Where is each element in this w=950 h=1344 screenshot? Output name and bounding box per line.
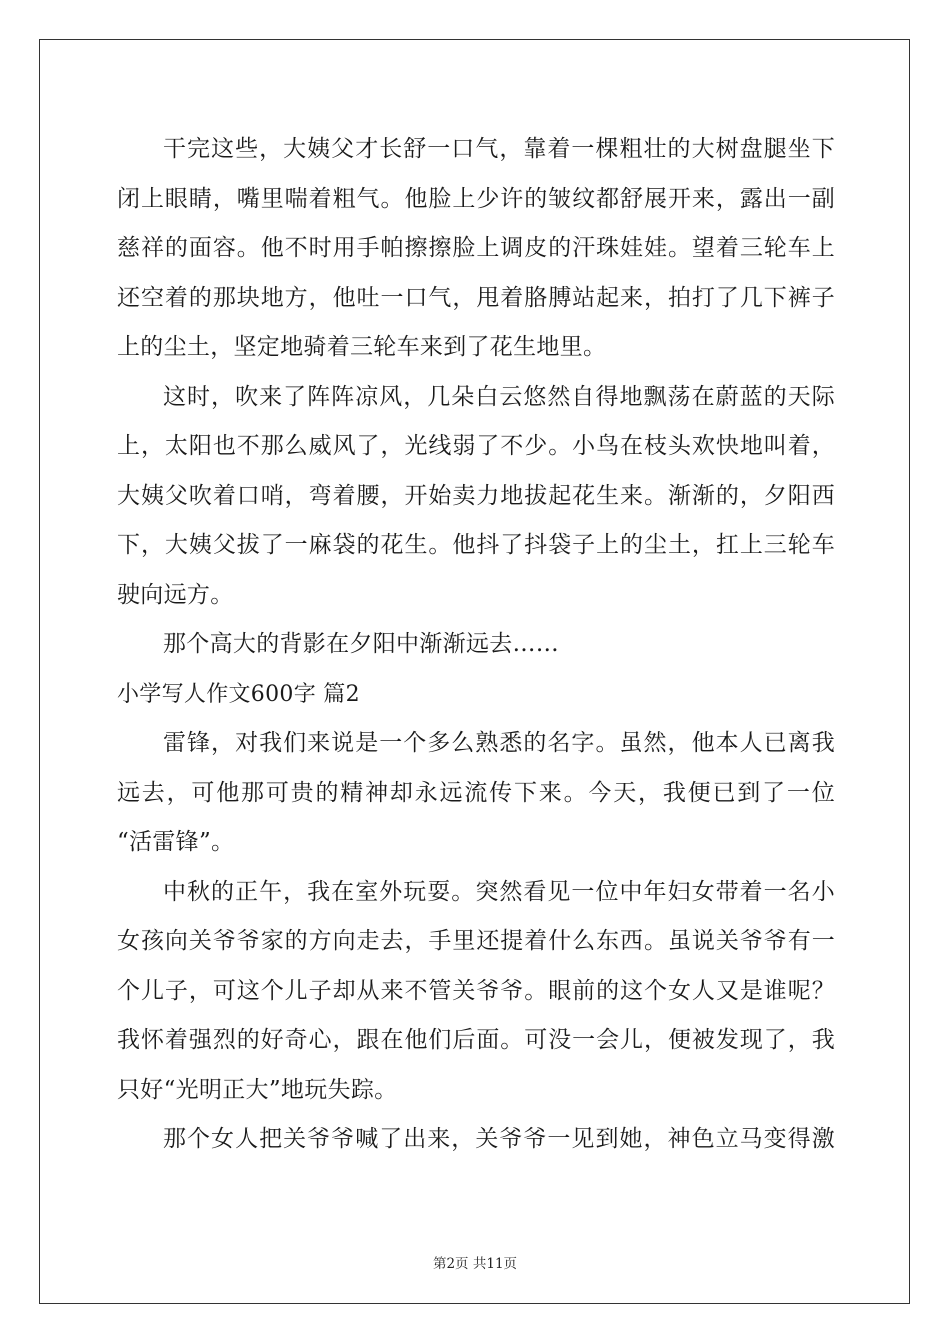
text-line: 个儿子，可这个儿子却从来不管关爷爷。眼前的这个女人又是谁呢？ — [117, 977, 835, 1004]
text-line: 远去，可他那可贵的精神却永远流传下来。今天，我便已到了一位 — [117, 779, 835, 806]
text-line: 女孩向关爷爷家的方向走去，手里还提着什么东西。虽说关爷爷有一 — [117, 928, 835, 954]
page-number-footer: 第2页 共11页 — [432, 1256, 518, 1272]
text-line: 那个女人把关爷爷喊了出来，关爷爷一见到她，神色立马变得激 — [163, 1126, 835, 1152]
text-line: 还空着的那块地方，他吐一口气，甩着胳膊站起来，拍打了几下裤子 — [117, 284, 835, 311]
text-line: 驶向远方。 — [117, 581, 234, 608]
text-line: 这时，吹来了阵阵凉风，几朵白云悠然自得地飘荡在蔚蓝的天际 — [163, 383, 835, 410]
document-body — [117, 125, 835, 1165]
text-line: 中秋的正午，我在室外玩耍。突然看见一位中年妇女带着一名小 — [163, 878, 835, 905]
section-heading: 小学写人作文600字 篇2 — [117, 681, 360, 707]
text-line: 干完这些，大姨父才长舒一口气，靠着一棵粗壮的大树盘腿坐下 — [163, 136, 835, 162]
text-line: 慈祥的面容。他不时用手帕擦擦脸上调皮的汗珠娃娃。望着三轮车上 — [117, 235, 835, 261]
text-line: 上的尘土，坚定地骑着三轮车来到了花生地里。 — [117, 334, 607, 360]
text-line: 只好“光明正大”地玩失踪。 — [117, 1076, 398, 1103]
text-line: 闭上眼睛，嘴里喘着粗气。他脸上少许的皱纹都舒展开来，露出一副 — [117, 185, 835, 212]
text-line: 上，太阳也不那么威风了，光线弱了不少。小鸟在枝头欢快地叫着， — [117, 433, 835, 459]
text-line: 那个高大的背影在夕阳中渐渐远去…… — [163, 631, 560, 657]
text-line: 雷锋，对我们来说是一个多么熟悉的名字。虽然，他本人已离我 — [163, 730, 835, 756]
text-line: 我怀着强烈的好奇心，跟在他们后面。可没一会儿，便被发现了，我 — [117, 1027, 835, 1053]
text-line: “活雷锋”。 — [117, 829, 235, 855]
text-line: 大姨父吹着口哨，弯着腰，开始卖力地拔起花生来。渐渐的，夕阳西 — [117, 482, 835, 509]
text-line: 下，大姨父拔了一麻袋的花生。他抖了抖袋子上的尘土，扛上三轮车 — [117, 532, 835, 558]
